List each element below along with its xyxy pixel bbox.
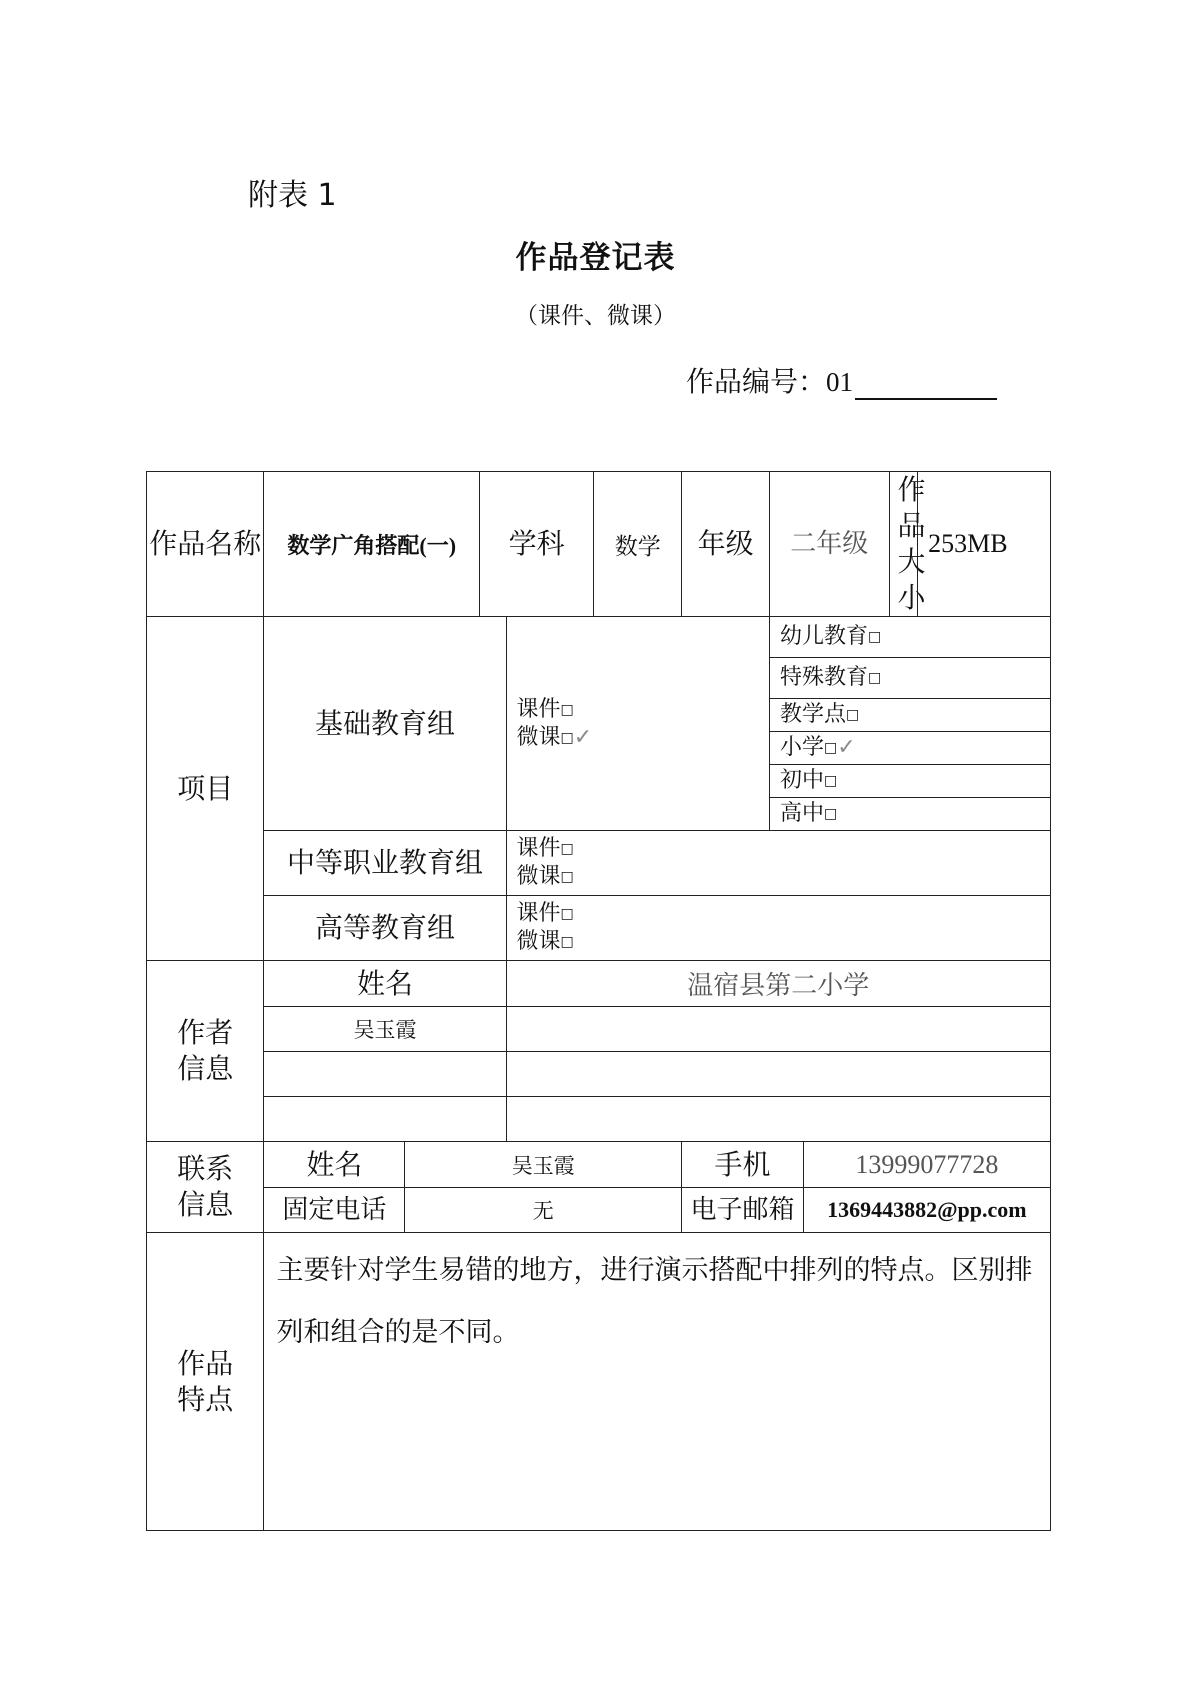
phone-value: 无 bbox=[532, 1199, 554, 1223]
basic-weike-option[interactable] bbox=[517, 724, 770, 752]
level-label: 教学点 bbox=[780, 702, 847, 727]
basic-kejian-label: 课件 bbox=[516, 696, 561, 722]
author-unit-value: 温宿县第二小学 bbox=[687, 971, 870, 1000]
basic-type-cell bbox=[506, 617, 770, 831]
checkbox-icon: □ bbox=[868, 629, 882, 645]
subject-label-cell bbox=[479, 472, 593, 617]
basic-group-label-cell bbox=[264, 617, 506, 831]
level-label: 高中 bbox=[780, 801, 825, 826]
level-label: 小学 bbox=[780, 735, 825, 760]
size-value: 253MB bbox=[928, 529, 1008, 558]
vocational-weike-label: 微课 bbox=[516, 864, 561, 889]
checkbox-icon: □ bbox=[560, 729, 574, 746]
contact-name-cell bbox=[405, 1142, 682, 1188]
mobile-label: 手机 bbox=[714, 1147, 771, 1181]
work-number-value: 01 bbox=[826, 367, 854, 397]
vocational-weike-option[interactable] bbox=[517, 863, 1051, 891]
level-option-2[interactable] bbox=[770, 699, 1051, 732]
grade-label-cell bbox=[682, 472, 770, 617]
email-label-cell bbox=[682, 1188, 804, 1233]
author-label-cell bbox=[147, 961, 264, 1142]
work-name-label: 作品名称 bbox=[149, 527, 262, 560]
higher-type-cell bbox=[506, 896, 1051, 961]
vocational-group-label: 中等职业教育组 bbox=[286, 846, 483, 879]
checkbox-icon: □ bbox=[560, 934, 574, 950]
contact-label: 联系信息 bbox=[177, 1152, 234, 1221]
project-label: 项目 bbox=[177, 771, 234, 805]
higher-kejian-option[interactable] bbox=[517, 900, 1051, 928]
checkbox-icon: □ bbox=[824, 806, 838, 822]
page-title: 作品登记表 bbox=[515, 240, 676, 276]
basic-group-label: 基础教育组 bbox=[314, 706, 455, 740]
author-name-empty-3[interactable] bbox=[264, 1097, 506, 1142]
checkbox-icon: □ bbox=[560, 701, 574, 718]
author-unit-cell bbox=[506, 961, 1051, 1007]
features-text: 主要针对学生易错的地方，进行演示搭配中排列的特点。区别排列和组合的是不同。 bbox=[276, 1255, 1033, 1347]
level-label: 特殊教育 bbox=[780, 665, 869, 690]
author-label: 作者信息 bbox=[177, 1016, 234, 1085]
checkmark-icon: ✓ bbox=[837, 735, 856, 760]
checkmark-icon: ✓ bbox=[573, 724, 593, 750]
features-label: 作品特点 bbox=[177, 1346, 234, 1416]
level-option-3[interactable] bbox=[770, 732, 1051, 765]
subject-label: 学科 bbox=[508, 527, 565, 560]
grade-value-cell bbox=[770, 472, 890, 617]
higher-group-label-cell bbox=[264, 896, 506, 961]
contact-name-label-cell bbox=[264, 1142, 405, 1188]
work-number-row bbox=[686, 360, 997, 400]
checkbox-icon: □ bbox=[560, 906, 574, 922]
phone-label: 固定电话 bbox=[282, 1195, 387, 1225]
work-number-underline bbox=[855, 374, 997, 400]
work-number-label: 作品编号： bbox=[686, 365, 827, 398]
mobile-cell bbox=[803, 1142, 1050, 1188]
grade-label: 年级 bbox=[697, 527, 754, 560]
author-unit-empty-2[interactable] bbox=[506, 1052, 1051, 1097]
vocational-kejian-label: 课件 bbox=[516, 836, 561, 861]
checkbox-icon: □ bbox=[560, 869, 574, 885]
vocational-kejian-option[interactable] bbox=[517, 835, 1051, 863]
page-subtitle: （课件、微课） bbox=[515, 303, 676, 329]
checkbox-icon: □ bbox=[846, 707, 860, 723]
mobile-label-cell bbox=[682, 1142, 804, 1188]
author-name-empty-2[interactable] bbox=[264, 1052, 506, 1097]
work-name-label-cell bbox=[147, 472, 264, 617]
checkbox-icon: □ bbox=[868, 670, 882, 686]
work-name-cell bbox=[264, 472, 480, 617]
features-text-cell bbox=[264, 1233, 1051, 1531]
email-label: 电子邮箱 bbox=[690, 1195, 795, 1225]
basic-kejian-option[interactable] bbox=[517, 696, 770, 724]
phone-label-cell bbox=[264, 1188, 405, 1233]
email-value: 1369443882@pp.com bbox=[827, 1197, 1027, 1222]
subject-value-cell bbox=[594, 472, 682, 617]
mobile-value: 13999077728 bbox=[855, 1149, 999, 1179]
features-label-cell bbox=[147, 1233, 264, 1531]
contact-name-value: 吴玉霞 bbox=[511, 1153, 575, 1178]
author-unit-empty-1[interactable] bbox=[506, 1007, 1051, 1052]
level-label: 幼儿教育 bbox=[780, 624, 869, 649]
higher-weike-label: 微课 bbox=[516, 929, 561, 954]
author-name-value: 吴玉霞 bbox=[353, 1018, 417, 1042]
basic-weike-label: 微课 bbox=[516, 724, 561, 750]
higher-kejian-label: 课件 bbox=[516, 901, 561, 926]
vocational-group-label-cell bbox=[264, 831, 506, 896]
work-name-value: 数学广角搭配(一) bbox=[287, 532, 457, 558]
level-option-4[interactable] bbox=[770, 765, 1051, 798]
appendix-label: 附表 1 bbox=[248, 178, 337, 213]
subject-value: 数学 bbox=[614, 533, 661, 560]
higher-weike-option[interactable] bbox=[517, 928, 1051, 956]
size-label-cell bbox=[889, 472, 926, 617]
author-name-header: 姓名 bbox=[356, 966, 413, 1000]
registration-table bbox=[146, 471, 1051, 1531]
level-option-5[interactable] bbox=[770, 798, 1051, 831]
level-option-1[interactable] bbox=[770, 658, 1051, 699]
author-name-header-cell bbox=[264, 961, 506, 1007]
higher-group-label: 高等教育组 bbox=[314, 911, 455, 944]
vocational-type-cell bbox=[506, 831, 1051, 896]
level-option-0[interactable] bbox=[770, 617, 1051, 658]
size-label: 作品大小 bbox=[897, 473, 926, 614]
level-label: 初中 bbox=[780, 768, 825, 793]
checkbox-icon: □ bbox=[824, 740, 838, 756]
checkbox-icon: □ bbox=[824, 773, 838, 789]
phone-cell bbox=[405, 1188, 682, 1233]
contact-label-cell bbox=[147, 1142, 264, 1233]
contact-name-label: 姓名 bbox=[306, 1147, 363, 1181]
author-unit-empty-3[interactable] bbox=[506, 1097, 1051, 1142]
size-value-cell bbox=[918, 472, 1051, 617]
email-cell bbox=[803, 1188, 1050, 1233]
checkbox-icon: □ bbox=[560, 841, 574, 857]
author-name-cell bbox=[264, 1007, 506, 1052]
project-label-cell bbox=[147, 617, 264, 961]
grade-value: 二年级 bbox=[790, 529, 869, 558]
